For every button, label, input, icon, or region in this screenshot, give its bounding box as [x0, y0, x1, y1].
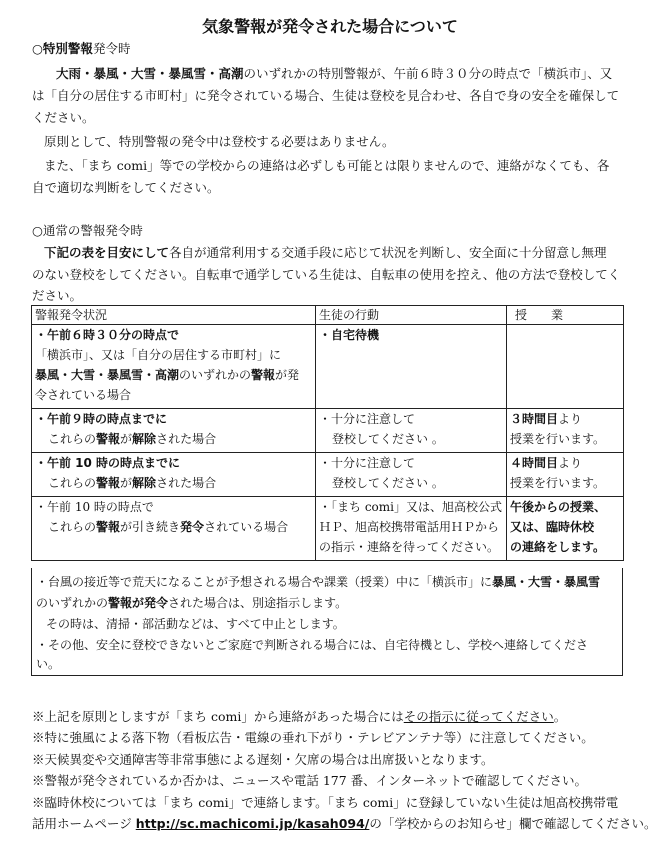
- normal-p1-line3: ださい。: [32, 288, 83, 303]
- row3-action-l1: ・十分に注意して: [319, 456, 416, 470]
- special-p1-line3: ください。: [32, 110, 95, 125]
- page-title: 気象警報が発令された場合について: [202, 17, 458, 36]
- row3-time: ・午前 10 時の時点までに: [35, 456, 181, 470]
- special-heading-rest: 発令時: [92, 41, 131, 56]
- note6-post: の「学校からのお知らせ」欄で確認してください。: [369, 816, 657, 831]
- special-p1-line2: は「自分の居住する市町村」に発令されている場合、生徒は登校を見合わせ、各自で身の安全を確保して: [32, 88, 620, 103]
- row4-action: [316, 497, 507, 561]
- row1-situation: [32, 325, 316, 409]
- table-row: [32, 497, 624, 561]
- row4-action-l2: ＨＰ、旭高校携帯電話用ＨＰから: [319, 520, 500, 534]
- box-l2-pre: のいずれかの: [36, 596, 109, 610]
- normal-heading: ○通常の警報発令時: [32, 223, 143, 238]
- row4-post: されている場合: [204, 520, 289, 534]
- row4-situation: [32, 497, 316, 561]
- row4-bold3: 発令: [180, 520, 205, 534]
- row3-class-l2: 授業を行います。: [510, 476, 606, 490]
- row1-condition-rest2: が発: [275, 368, 300, 382]
- row4-class-l2: 又は、臨時休校: [510, 520, 595, 534]
- row2-pre: これらの: [48, 432, 97, 446]
- normal-p1-bold: 下記の表を目安にして: [44, 245, 170, 260]
- normal-p1-rest: 各自が通常利用する交通手段に応じて状況を判断し、安全面に十分留意し無理: [169, 245, 607, 260]
- table-row: [32, 453, 624, 497]
- row3-situation: [32, 453, 316, 497]
- box-line2: [36, 593, 347, 613]
- special-p1-rest: のいずれかの特別警報が、午前６時３０分の時点で「横浜市」、又: [243, 66, 613, 81]
- row4-bold2: 警報: [96, 520, 121, 534]
- row2-situation: [32, 409, 316, 453]
- row1-class: [507, 325, 624, 409]
- note-5: ※臨時休校については「まち comi」で連絡します。「まち comi」に登録していない生徒は旭高校携帯電: [32, 795, 619, 810]
- row1-action-text: ・自宅待機: [319, 328, 380, 342]
- row4-class-l1: 午後からの授業、: [510, 500, 607, 514]
- row2-class: [507, 409, 624, 453]
- header-situation: 警報発令状況: [32, 306, 316, 325]
- row2-post: された場合: [156, 432, 217, 446]
- table-row: [32, 409, 624, 453]
- row1-condition-bold: 暴風・大雪・暴風雪・高潮: [35, 368, 180, 382]
- row3-action-l2: 登校してください 。: [332, 476, 444, 490]
- row3-pre: これらの: [48, 476, 97, 490]
- special-heading-bold: 特別警報: [42, 41, 93, 56]
- row1-area: 「横浜市」、又は「自分の居住する市町村」に: [35, 348, 282, 362]
- row4-class: [507, 497, 624, 561]
- note-2: ※特に強風による落下物（看板広告・電線の垂れ下がり・テレビアンテナ等）に注意してください。: [32, 730, 594, 745]
- row4-class-l3: の連絡をします。: [510, 540, 606, 554]
- row3-bold2: 警報: [96, 476, 121, 490]
- normal-p1-line1: [44, 244, 607, 262]
- header-class: 授 業: [507, 306, 624, 325]
- box-l1-bold: 暴風・大雪・暴風雪: [492, 575, 601, 589]
- special-heading: [32, 40, 130, 58]
- row2-class-bold: ３時間目: [510, 412, 559, 426]
- note-3: ※天候異変や交通障害等非常事態による遅刻・欠席の場合は出席扱いとなります。: [32, 752, 494, 767]
- row3-action: [316, 453, 507, 497]
- note-1: [32, 707, 566, 727]
- row4-action-l3: の指示・連絡を待ってください。: [319, 540, 500, 554]
- school-homepage-link[interactable]: http://sc.machicomi.jp/kasah094/: [135, 816, 370, 831]
- warning-table: [31, 305, 624, 561]
- row2-class-l2: 授業を行います。: [510, 432, 606, 446]
- row3-condition: [35, 473, 312, 493]
- note1-post: 。: [553, 709, 567, 724]
- row3-bold3: 解除: [132, 476, 157, 490]
- row2-condition: [35, 429, 312, 449]
- table-header-row: [32, 306, 624, 325]
- additional-instructions-box: [31, 568, 623, 676]
- row2-bold2: 警報: [96, 432, 121, 446]
- special-p3-line2: 自で適切な判断をしてください。: [32, 180, 220, 195]
- row2-action: [316, 409, 507, 453]
- header-action: 生徒の行動: [316, 306, 507, 325]
- box-line3: その時は、清掃・部活動などは、すべて中止とします。: [46, 617, 345, 631]
- row3-class: [507, 453, 624, 497]
- box-l2-rest: された場合は、別途指示します。: [168, 596, 348, 610]
- row4-condition: [35, 517, 312, 537]
- circle-mark: ○: [32, 41, 43, 56]
- normal-p1-line2: のない登校をしてください。自転車で通学している生徒は、自転車の使用を控え、他の方法で登校してく: [32, 267, 621, 282]
- note6-pre: 話用ホームページ: [32, 816, 136, 831]
- special-p3-line1: また、「まち comi」等での学校からの連絡は必ずしも可能とは限りませんので、連絡がなくても、各: [44, 158, 610, 173]
- table-row: [32, 325, 624, 409]
- row1-condition-bold2: 警報: [251, 368, 276, 382]
- note-4: ※警報が発令されているか否かは、ニュースや電話 177 番、インターネットで確認してください。: [32, 773, 588, 788]
- row4-pre: これらの: [48, 520, 97, 534]
- row2-mid: が: [120, 432, 133, 446]
- box-line5: い。: [36, 657, 61, 671]
- row2-time: ・午前９時の時点までに: [35, 412, 168, 426]
- row2-action-l1: ・十分に注意して: [319, 412, 416, 426]
- row1-condition-end: 令されている場合: [35, 388, 132, 402]
- box-l1-pre: ・台風の接近等で荒天になることが予想される場合や課業（授業）中に「横浜市」に: [36, 575, 493, 589]
- row1-action: [316, 325, 507, 409]
- row1-condition-rest: のいずれかの: [179, 368, 252, 382]
- special-p1-bold: 大雨・暴風・大雪・暴風雪・高潮: [56, 66, 244, 81]
- row3-post: された場合: [156, 476, 217, 490]
- special-p2: 原則として、特別警報の発令中は登校する必要はありません。: [44, 134, 395, 149]
- box-line1: [36, 572, 600, 592]
- note1-underlined: その指示に従ってください: [403, 709, 554, 724]
- row2-action-l2: 登校してください 。: [332, 432, 444, 446]
- row4-action-l1: ・「まち comi」又は、旭高校公式: [319, 500, 502, 514]
- row2-bold3: 解除: [132, 432, 157, 446]
- row1-time: ・午前６時３０分の時点で: [35, 328, 180, 342]
- box-l2-bold: 警報が発令: [108, 596, 169, 610]
- note1-pre: ※上記を原則としますが「まち comi」から連絡があった場合には: [32, 709, 404, 724]
- note-6: [32, 814, 657, 834]
- special-p1-line1: [56, 65, 612, 83]
- row3-mid: が: [120, 476, 133, 490]
- row3-class-bold: ４時間目: [510, 456, 559, 470]
- box-line4: ・その他、安全に登校できないとご家庭で判断される場合には、自宅待機とし、学校へ連絡してくださ: [36, 638, 589, 652]
- row4-mid: が引き続き: [120, 520, 181, 534]
- row1-condition: [35, 365, 312, 385]
- row4-time: ・午前 10 時の時点で: [35, 500, 154, 514]
- row2-class-rest: より: [558, 412, 583, 426]
- row3-class-rest: より: [558, 456, 583, 470]
